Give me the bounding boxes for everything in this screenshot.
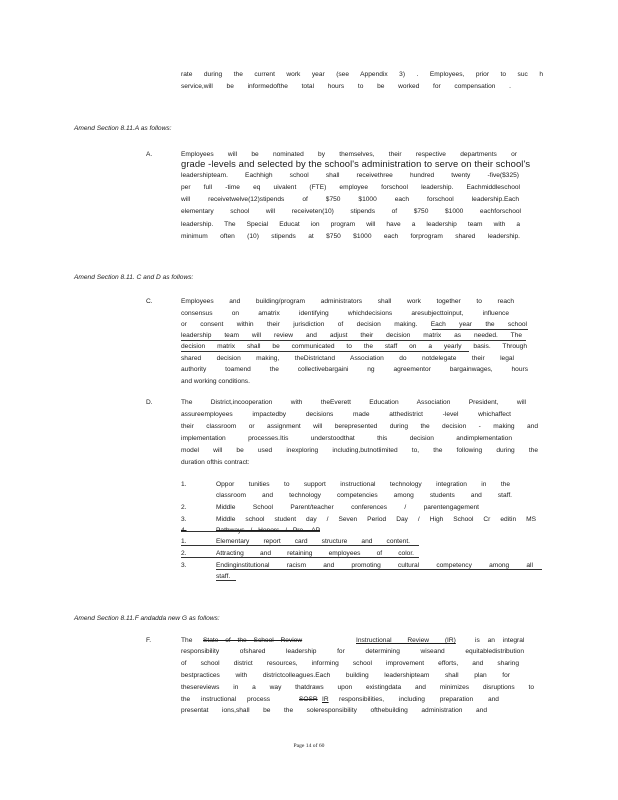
list-number: 2. [181, 504, 187, 511]
list-number: 4. [181, 527, 187, 534]
section-c-line: decision matrix shall be communicated to the staff on a yearly basis. Through [181, 343, 527, 350]
section-c-line: or consent within their jurisdiction of decision making. Each year the school [181, 321, 527, 328]
section-f-inserted-text: Instructional Review (IR) [356, 637, 456, 644]
list-item-text: Middle School Parent/teacher conferences / parentengagement [216, 504, 479, 511]
section-d-line: The District,incooperation with theEverett Education Association President, will [181, 399, 526, 406]
section-c-line: authority toamend the collectivebargaini ng agreementor bargainwages, hours [181, 366, 528, 373]
section-a-line: per full -time eq uivalent (FTE) employee forschool leadership. Eachmiddleschool [181, 184, 520, 191]
section-a-line: elementary school will receiveten(10) stipends of $750 $1000 eachforschool [181, 208, 521, 215]
section-f-struck-text: SOSR [299, 696, 318, 703]
list-number: 3. [181, 562, 187, 569]
section-d-line: their classroom or assignment will berepresented during the decision - making and [181, 423, 538, 430]
section-c-line: consensus on amatrix identifying whichdecisions aresubjecttoinput, influence [181, 310, 509, 317]
section-a-line: will receivetwelve(12)stipends of $750 $1000 each forschool leadership.Each [181, 196, 519, 203]
section-f-line: bestpractices with districtcolleagues.Each building leadershipteam shall plan for [181, 672, 510, 679]
section-c-line: and working conditions. [181, 378, 250, 385]
section-a-line: leadershipteam. Eachhigh school shall receivethree hundred twenty -five($325) [181, 172, 519, 179]
list-item-text: Oppor tunities to support instructional technology integration in the [216, 481, 510, 488]
section-d-label: D. [146, 399, 153, 406]
amend-heading-f: Amend Section 8.11.F andadda new G as follows: [74, 615, 220, 622]
list-item-text-struck: Pathways / Honors / Pre -AP [216, 527, 320, 534]
amend-heading-cd: Amend Section 8.11. C and D as follows: [74, 274, 194, 281]
section-a-line: leadership. The Special Educat ion program will have a leadership team with a [181, 221, 520, 228]
section-f-text: responsibilities, including preparation and [339, 696, 499, 703]
section-f-label: F. [146, 637, 152, 644]
list-number: 1. [181, 538, 187, 545]
section-f-line: responsibility ofshared leadership for determining wiseand equitabledistribution [181, 648, 524, 655]
section-f-text: The [181, 637, 193, 644]
section-a-line: minimum often (10) stipends at $750 $1000 each forprogram shared leadership. [181, 233, 520, 240]
section-f-line: presentat ions,shall be the soleresponsibility ofthebuilding administration and [181, 707, 487, 714]
section-f-line: thesereviews in a way thatdraws upon existingdata and minimizes disruptions to [181, 684, 534, 691]
section-c-line: leadership team will review and adjust their decision matrix as needed. The [181, 332, 522, 339]
list-item-text: classroom and technology competencies among students and staff. [216, 492, 512, 499]
section-d-line: implementation processes.Itis understoodthat this decision andimplementation [181, 435, 512, 442]
section-a-line: grade -levels and selected by the school's administration to serve on their school's [181, 158, 531, 169]
section-d-line: model will be used inexploring including,butnotlimited to, the following during the [181, 447, 538, 454]
page-footer: Page 14 of 60 [293, 743, 325, 749]
section-d-line: assureemployees impactedby decisions made atthedistrict -level whichaffect [181, 411, 511, 418]
list-item-text: staff. [216, 573, 231, 580]
list-item-text: Endinginstitutional racism and promoting cultural competency among all [216, 562, 533, 569]
section-d-line: duration ofthis contract: [181, 459, 250, 466]
section-c-label: C. [146, 298, 153, 305]
section-c-line: shared decision making, theDistrictand Association do notdelegate their legal [181, 355, 514, 362]
section-f-inserted-text: IR [322, 696, 329, 703]
list-item-text: Attracting and retaining employees of color. [216, 550, 414, 557]
section-f-text: is an integral [475, 637, 525, 644]
section-a-label: A. [146, 151, 153, 158]
list-number: 1. [181, 481, 187, 488]
intro-line-1: rate during the current work year (see Appendix 3) . Employees, prior to suc h [181, 71, 543, 78]
section-a-line: Employees will be nominated by themselves, their respective departments or [181, 151, 517, 158]
list-number: 3. [181, 516, 187, 523]
section-f-struck-text: State of the School Review [203, 637, 303, 644]
section-f-text: the instructional process [181, 696, 271, 703]
section-c-line: Employees and building/program administrators shall work together to reach [181, 298, 514, 305]
list-item-text: Elementary report card structure and content. [216, 538, 410, 545]
intro-line-2: service,will be informedofthe total hours to be worked for compensation . [181, 83, 511, 90]
section-f-line: of school district resources, informing school improvement efforts, and sharing [181, 660, 519, 667]
list-number: 2. [181, 550, 187, 557]
amend-heading-a: Amend Section 8.11.A as follows: [74, 125, 172, 132]
list-item-text: Middle school student day / Seven Period Day / High School Cr editin MS [216, 516, 536, 523]
